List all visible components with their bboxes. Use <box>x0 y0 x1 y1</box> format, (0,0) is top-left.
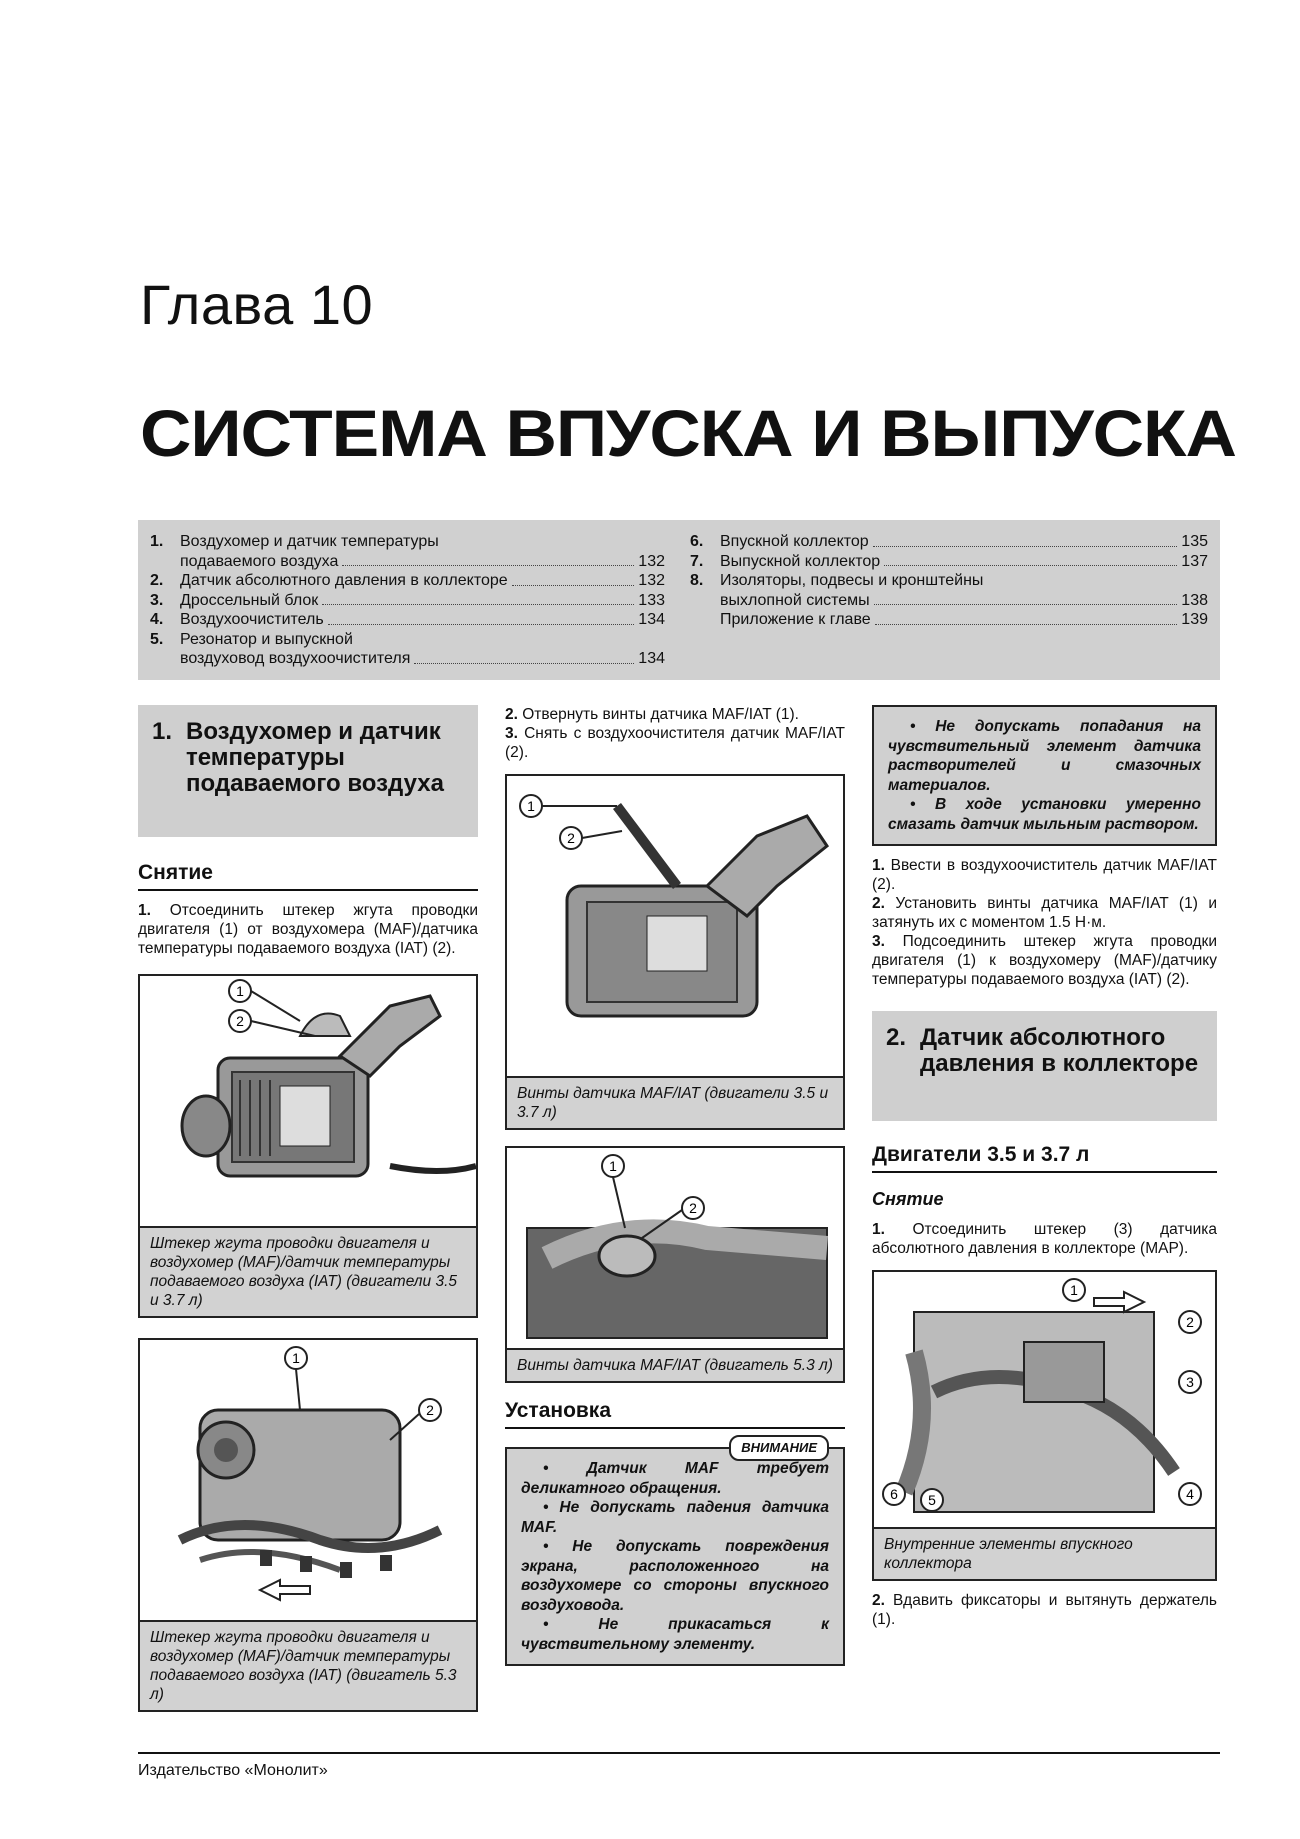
column-1 <box>138 705 478 1712</box>
toc-entry[interactable] <box>690 552 1208 572</box>
toc-text: Выпускной коллектор <box>720 552 881 570</box>
toc-num: 7. <box>690 552 704 570</box>
section-title: Воздухомер и датчик температуры подаваемого воздуха <box>186 718 444 797</box>
map-step-2: 2. Вдавить фиксаторы и вытянуть держатель (1). <box>872 1592 1217 1628</box>
callout-2: 2 <box>426 1402 434 1418</box>
toc-num: 8. <box>690 572 704 589</box>
toc-text: Датчик абсолютного давления в коллекторе <box>180 572 508 589</box>
toc-entry[interactable] <box>150 532 665 571</box>
removal-step-1: 1. Отсоединить штекер жгута проводки двигателя (1) от воздухомера (MAF)/датчика температуры подаваемого воздуха (IAT) (2). <box>138 902 478 957</box>
figure-caption: Штекер жгута проводки двигателя и воздухомер (MAF)/датчик температуры подаваемого воздуха (IAT) (двигатели 3.5 и 3.7 л) <box>140 1226 476 1316</box>
toc-text: выхлопной системы <box>720 591 870 609</box>
toc-page: 132 <box>638 552 665 570</box>
callout-5: 5 <box>928 1492 936 1508</box>
toc-left-column <box>150 532 665 669</box>
toc-num: 3. <box>150 591 164 609</box>
figure-caption: Штекер жгута проводки двигателя и воздухомер (MAF)/датчик температуры подаваемого воздуха (IAT) (двигатель 5.3 л) <box>140 1620 476 1710</box>
engines-heading: Двигатели 3.5 и 3.7 л <box>872 1143 1217 1173</box>
toc-num: 1. <box>150 533 164 550</box>
page-title: СИСТЕМА ВПУСКА И ВЫПУСКА <box>140 396 1236 470</box>
warning-item: • Датчик MAF требует деликатного обращения. <box>521 1460 829 1497</box>
callout-2: 2 <box>567 830 575 846</box>
toc-text: Резонатор и выпускной <box>180 630 353 648</box>
toc-num: 2. <box>150 572 164 589</box>
install-step-1: 1. Ввести в воздухоочиститель датчик MAF/IAT (2). <box>872 857 1217 893</box>
figure-maf-screws-3-5-3-7 <box>505 774 845 1130</box>
publisher-footer: Издательство «Монолит» <box>138 1762 328 1779</box>
callout-2: 2 <box>689 1200 697 1216</box>
figure-image <box>140 1340 476 1620</box>
figure-image <box>140 976 476 1226</box>
toc-text: Приложение к главе <box>720 611 871 628</box>
warning-badge: ВНИМАНИЕ <box>729 1435 829 1461</box>
figure-caption: Винты датчика MAF/IAT (двигатель 5.3 л) <box>507 1348 843 1381</box>
footer-divider <box>138 1752 1220 1754</box>
callout-1: 1 <box>609 1158 617 1174</box>
column-2 <box>505 705 845 1666</box>
toc-text: Впускной коллектор <box>720 533 869 550</box>
warning-box-2 <box>872 705 1217 846</box>
table-of-contents <box>138 520 1220 680</box>
toc-num: 6. <box>690 533 704 550</box>
figure-maf-screws-5-3 <box>505 1146 845 1383</box>
toc-text: Воздухоочиститель <box>180 611 324 628</box>
install-step-3: 3. Подсоединить штекер жгута проводки двигателя (1) к воздухомеру (MAF)/датчику температуры подаваемого воздуха (IAT) (2). <box>872 933 1217 988</box>
removal-heading: Снятие <box>138 861 478 891</box>
callout-1: 1 <box>1070 1282 1078 1298</box>
toc-entry[interactable] <box>150 630 665 669</box>
toc-page: 137 <box>1181 552 1208 570</box>
section-1-heading <box>138 705 478 837</box>
install-heading: Установка <box>505 1399 845 1429</box>
callout-1: 1 <box>292 1350 300 1366</box>
install-step-2: 2. Установить винты датчика MAF/IAT (1) и затянуть их с моментом 1.5 Н·м. <box>872 895 1217 931</box>
removal-step-3: 3. Снять с воздухоочистителя датчик MAF/IAT (2). <box>505 725 845 761</box>
figure-image <box>874 1272 1215 1527</box>
toc-page: 132 <box>638 572 665 589</box>
callout-1: 1 <box>236 983 244 999</box>
callout-3: 3 <box>1186 1374 1194 1390</box>
warning-box-1 <box>505 1440 845 1666</box>
figure-caption: Винты датчика MAF/IAT (двигатели 3.5 и 3.7 л) <box>507 1076 843 1128</box>
column-3 <box>872 705 1217 1629</box>
toc-num: 4. <box>150 611 164 628</box>
toc-entry[interactable] <box>690 610 1208 630</box>
removal-step-2: 2. Отвернуть винты датчика MAF/IAT (1). <box>505 706 799 723</box>
warning-item: • Не допускать попадания на чувствительный элемент датчика растворителей и смазочных материалов. <box>888 718 1201 794</box>
figure-maf-3-5-3-7 <box>138 974 478 1318</box>
warning-item: • Не прикасаться к чувствительному элементу. <box>521 1616 829 1653</box>
toc-page: 134 <box>638 650 665 667</box>
toc-text: подаваемого воздуха <box>180 552 339 570</box>
toc-entry[interactable] <box>690 532 1208 552</box>
toc-page: 133 <box>638 591 665 609</box>
toc-text: Дроссельный блок <box>180 591 319 609</box>
warning-item: • В ходе установки умеренно смазать датчик мыльным раствором. <box>888 796 1201 833</box>
callout-2: 2 <box>236 1013 244 1029</box>
figure-image <box>507 776 843 1076</box>
toc-num: 5. <box>150 630 164 648</box>
toc-entry[interactable] <box>690 571 1208 610</box>
callout-4: 4 <box>1186 1486 1194 1502</box>
toc-text: Изоляторы, подвесы и кронштейны <box>720 572 984 589</box>
toc-page: 134 <box>638 611 665 628</box>
removal-heading: Снятие <box>872 1189 944 1209</box>
toc-page: 139 <box>1181 611 1208 628</box>
figure-caption: Внутренние элементы впускного коллектора <box>874 1527 1215 1579</box>
figure-maf-5-3 <box>138 1338 478 1712</box>
figure-image <box>507 1148 843 1348</box>
section-number: 2. <box>886 1024 907 1051</box>
section-number: 1. <box>152 718 173 745</box>
callout-2: 2 <box>1186 1314 1194 1330</box>
warning-item: • Не допускать падения датчика MAF. <box>521 1499 829 1536</box>
toc-text: воздуховод воздухоочистителя <box>180 650 411 667</box>
toc-page: 135 <box>1181 533 1208 550</box>
toc-num <box>690 610 720 630</box>
callout-6: 6 <box>890 1486 898 1502</box>
warning-item: • Не допускать повреждения экрана, расположенного на воздухомере со стороны впускного воздуховода. <box>521 1538 829 1614</box>
section-2-heading <box>872 1011 1217 1121</box>
map-step-1: 1. Отсоединить штекер (3) датчика абсолютного давления в коллекторе (MAP). <box>872 1221 1218 1257</box>
figure-intake-manifold <box>872 1270 1217 1581</box>
toc-entry[interactable] <box>150 610 665 630</box>
section-title: Датчик абсолютного давления в коллекторе <box>920 1024 1199 1077</box>
chapter-label: Глава 10 <box>140 273 374 336</box>
toc-text: Воздухомер и датчик температуры <box>180 533 439 550</box>
toc-entry[interactable] <box>150 591 665 611</box>
toc-entry[interactable] <box>150 571 665 591</box>
toc-page: 138 <box>1181 591 1208 609</box>
toc-right-column <box>690 532 1208 630</box>
callout-1: 1 <box>527 798 535 814</box>
